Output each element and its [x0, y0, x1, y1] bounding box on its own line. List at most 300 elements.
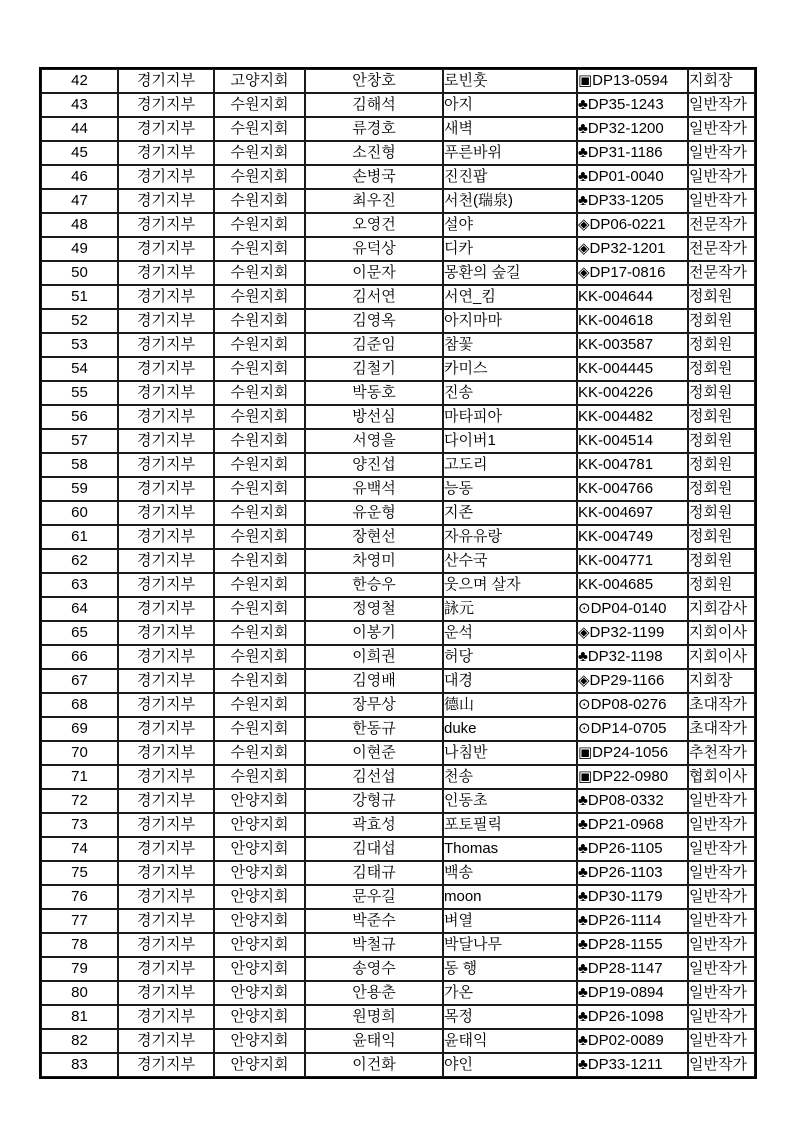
cell-branch: 경기지부 [118, 453, 214, 477]
cell-pen_name: 카미스 [443, 357, 577, 381]
cell-chapter: 수원지회 [214, 333, 305, 357]
cell-branch: 경기지부 [118, 789, 214, 813]
cell-branch: 경기지부 [118, 405, 214, 429]
cell-member_code: ♣DP19-0894 [577, 981, 688, 1005]
cell-grade: 일반작가 [688, 813, 755, 837]
cell-pen_name: 허당 [443, 645, 577, 669]
table-row [41, 837, 755, 861]
cell-no: 73 [41, 813, 118, 837]
cell-name: 윤태익 [305, 1029, 443, 1053]
table-row [41, 453, 755, 477]
cell-no: 43 [41, 93, 118, 117]
cell-branch: 경기지부 [118, 261, 214, 285]
cell-member_code: KK-004482 [577, 405, 688, 429]
cell-chapter: 수원지회 [214, 405, 305, 429]
cell-grade: 일반작가 [688, 981, 755, 1005]
cell-member_code: ♣DP08-0332 [577, 789, 688, 813]
cell-member_code: ⊙DP04-0140 [577, 597, 688, 621]
cell-chapter: 수원지회 [214, 645, 305, 669]
cell-member_code: KK-004749 [577, 525, 688, 549]
cell-member_code: ♣DP02-0089 [577, 1029, 688, 1053]
table-row [41, 189, 755, 213]
cell-no: 51 [41, 285, 118, 309]
cell-member_code: ▣DP22-0980 [577, 765, 688, 789]
table-row [41, 1005, 755, 1029]
cell-no: 79 [41, 957, 118, 981]
cell-grade: 정회원 [688, 357, 755, 381]
table-row [41, 693, 755, 717]
cell-chapter: 안양지회 [214, 789, 305, 813]
cell-grade: 정회원 [688, 477, 755, 501]
cell-chapter: 안양지회 [214, 933, 305, 957]
cell-chapter: 안양지회 [214, 861, 305, 885]
cell-branch: 경기지부 [118, 885, 214, 909]
cell-pen_name: 서천(瑞泉) [443, 189, 577, 213]
cell-member_code: ♣DP21-0968 [577, 813, 688, 837]
cell-no: 80 [41, 981, 118, 1005]
cell-name: 강형규 [305, 789, 443, 813]
cell-branch: 경기지부 [118, 837, 214, 861]
cell-no: 56 [41, 405, 118, 429]
table-row [41, 741, 755, 765]
cell-name: 박철규 [305, 933, 443, 957]
cell-grade: 전문작가 [688, 237, 755, 261]
cell-branch: 경기지부 [118, 933, 214, 957]
cell-grade: 추천작가 [688, 741, 755, 765]
cell-no: 45 [41, 141, 118, 165]
cell-grade: 전문작가 [688, 261, 755, 285]
cell-branch: 경기지부 [118, 693, 214, 717]
cell-chapter: 수원지회 [214, 309, 305, 333]
cell-grade: 정회원 [688, 429, 755, 453]
cell-chapter: 안양지회 [214, 837, 305, 861]
cell-name: 원명희 [305, 1005, 443, 1029]
cell-member_code: ♣DP32-1200 [577, 117, 688, 141]
cell-no: 62 [41, 549, 118, 573]
cell-no: 44 [41, 117, 118, 141]
cell-member_code: ◈DP32-1201 [577, 237, 688, 261]
cell-no: 46 [41, 165, 118, 189]
cell-no: 70 [41, 741, 118, 765]
cell-member_code: ♣DP01-0040 [577, 165, 688, 189]
cell-chapter: 수원지회 [214, 357, 305, 381]
cell-chapter: 수원지회 [214, 261, 305, 285]
cell-no: 42 [41, 69, 118, 93]
table-row [41, 477, 755, 501]
cell-no: 57 [41, 429, 118, 453]
table-row [41, 69, 755, 93]
cell-no: 55 [41, 381, 118, 405]
cell-chapter: 안양지회 [214, 885, 305, 909]
cell-grade: 정회원 [688, 285, 755, 309]
cell-grade: 일반작가 [688, 933, 755, 957]
cell-pen_name: 고도리 [443, 453, 577, 477]
cell-name: 이건화 [305, 1053, 443, 1077]
cell-name: 유덕상 [305, 237, 443, 261]
table-row [41, 309, 755, 333]
cell-chapter: 수원지회 [214, 573, 305, 597]
cell-branch: 경기지부 [118, 1029, 214, 1053]
cell-member_code: KK-004766 [577, 477, 688, 501]
cell-chapter: 수원지회 [214, 285, 305, 309]
cell-branch: 경기지부 [118, 333, 214, 357]
cell-chapter: 수원지회 [214, 765, 305, 789]
cell-branch: 경기지부 [118, 957, 214, 981]
cell-grade: 지회이사 [688, 645, 755, 669]
cell-name: 곽효성 [305, 813, 443, 837]
cell-pen_name: duke [443, 717, 577, 741]
cell-member_code: ♣DP30-1179 [577, 885, 688, 909]
cell-name: 김선섭 [305, 765, 443, 789]
cell-pen_name: 나침반 [443, 741, 577, 765]
cell-name: 이희권 [305, 645, 443, 669]
table-row [41, 285, 755, 309]
cell-member_code: ♣DP26-1098 [577, 1005, 688, 1029]
cell-chapter: 수원지회 [214, 453, 305, 477]
cell-member_code: ♣DP33-1205 [577, 189, 688, 213]
table-row [41, 549, 755, 573]
cell-pen_name: 디카 [443, 237, 577, 261]
cell-branch: 경기지부 [118, 597, 214, 621]
table-row [41, 933, 755, 957]
cell-branch: 경기지부 [118, 213, 214, 237]
table-row [41, 789, 755, 813]
cell-name: 차영미 [305, 549, 443, 573]
cell-name: 박준수 [305, 909, 443, 933]
cell-name: 이문자 [305, 261, 443, 285]
cell-grade: 지회이사 [688, 621, 755, 645]
cell-chapter: 수원지회 [214, 141, 305, 165]
cell-grade: 초대작가 [688, 693, 755, 717]
cell-member_code: ▣DP24-1056 [577, 741, 688, 765]
table-row [41, 813, 755, 837]
cell-grade: 일반작가 [688, 861, 755, 885]
table-row [41, 621, 755, 645]
table-row [41, 501, 755, 525]
table-row [41, 861, 755, 885]
cell-name: 장무상 [305, 693, 443, 717]
cell-grade: 지회장 [688, 69, 755, 93]
cell-no: 49 [41, 237, 118, 261]
cell-no: 78 [41, 933, 118, 957]
cell-pen_name: 능동 [443, 477, 577, 501]
cell-name: 김태규 [305, 861, 443, 885]
cell-member_code: KK-004445 [577, 357, 688, 381]
table-row [41, 669, 755, 693]
cell-grade: 일반작가 [688, 117, 755, 141]
cell-no: 47 [41, 189, 118, 213]
cell-pen_name: 웃으며 살자 [443, 573, 577, 597]
cell-chapter: 수원지회 [214, 213, 305, 237]
cell-chapter: 수원지회 [214, 501, 305, 525]
cell-member_code: ◈DP06-0221 [577, 213, 688, 237]
cell-name: 최우진 [305, 189, 443, 213]
cell-pen_name: 야인 [443, 1053, 577, 1077]
cell-pen_name: 백송 [443, 861, 577, 885]
cell-pen_name: 지존 [443, 501, 577, 525]
cell-chapter: 안양지회 [214, 981, 305, 1005]
cell-chapter: 수원지회 [214, 549, 305, 573]
cell-pen_name: 동 행 [443, 957, 577, 981]
cell-grade: 지회감사 [688, 597, 755, 621]
cell-no: 48 [41, 213, 118, 237]
cell-no: 60 [41, 501, 118, 525]
member-roster-table [39, 67, 757, 1079]
cell-no: 58 [41, 453, 118, 477]
member-roster-body [41, 69, 755, 1077]
cell-chapter: 안양지회 [214, 813, 305, 837]
cell-branch: 경기지부 [118, 717, 214, 741]
cell-pen_name: 인동초 [443, 789, 577, 813]
cell-branch: 경기지부 [118, 189, 214, 213]
cell-branch: 경기지부 [118, 501, 214, 525]
cell-name: 유운형 [305, 501, 443, 525]
table-row [41, 573, 755, 597]
cell-grade: 정회원 [688, 501, 755, 525]
cell-branch: 경기지부 [118, 525, 214, 549]
cell-pen_name: 자유유랑 [443, 525, 577, 549]
cell-no: 76 [41, 885, 118, 909]
cell-branch: 경기지부 [118, 549, 214, 573]
cell-member_code: KK-004771 [577, 549, 688, 573]
cell-no: 83 [41, 1053, 118, 1077]
cell-name: 김서연 [305, 285, 443, 309]
cell-member_code: KK-003587 [577, 333, 688, 357]
cell-name: 이현준 [305, 741, 443, 765]
cell-branch: 경기지부 [118, 477, 214, 501]
cell-grade: 일반작가 [688, 141, 755, 165]
cell-grade: 일반작가 [688, 909, 755, 933]
cell-chapter: 수원지회 [214, 525, 305, 549]
cell-pen_name: 로빈훗 [443, 69, 577, 93]
cell-pen_name: 진진팝 [443, 165, 577, 189]
cell-pen_name: 설야 [443, 213, 577, 237]
cell-chapter: 수원지회 [214, 165, 305, 189]
cell-grade: 일반작가 [688, 837, 755, 861]
cell-grade: 정회원 [688, 405, 755, 429]
cell-no: 52 [41, 309, 118, 333]
cell-branch: 경기지부 [118, 165, 214, 189]
cell-grade: 일반작가 [688, 1029, 755, 1053]
table-row [41, 333, 755, 357]
cell-pen_name: 박달나무 [443, 933, 577, 957]
cell-no: 81 [41, 1005, 118, 1029]
table-row [41, 429, 755, 453]
cell-grade: 일반작가 [688, 885, 755, 909]
cell-member_code: KK-004618 [577, 309, 688, 333]
cell-chapter: 수원지회 [214, 669, 305, 693]
table-row [41, 93, 755, 117]
cell-member_code: ♣DP32-1198 [577, 645, 688, 669]
cell-chapter: 수원지회 [214, 117, 305, 141]
cell-name: 장현선 [305, 525, 443, 549]
cell-no: 75 [41, 861, 118, 885]
cell-no: 64 [41, 597, 118, 621]
table-row [41, 765, 755, 789]
cell-member_code: KK-004685 [577, 573, 688, 597]
cell-name: 박동호 [305, 381, 443, 405]
cell-name: 유백석 [305, 477, 443, 501]
cell-member_code: ▣DP13-0594 [577, 69, 688, 93]
cell-branch: 경기지부 [118, 285, 214, 309]
cell-name: 오영건 [305, 213, 443, 237]
cell-no: 69 [41, 717, 118, 741]
cell-branch: 경기지부 [118, 861, 214, 885]
cell-branch: 경기지부 [118, 117, 214, 141]
table-row [41, 645, 755, 669]
cell-branch: 경기지부 [118, 981, 214, 1005]
cell-member_code: KK-004697 [577, 501, 688, 525]
cell-member_code: ◈DP32-1199 [577, 621, 688, 645]
table-row [41, 237, 755, 261]
cell-member_code: ♣DP26-1114 [577, 909, 688, 933]
cell-member_code: ⊙DP14-0705 [577, 717, 688, 741]
cell-grade: 정회원 [688, 381, 755, 405]
cell-pen_name: 푸른바위 [443, 141, 577, 165]
cell-branch: 경기지부 [118, 429, 214, 453]
cell-pen_name: 아지마마 [443, 309, 577, 333]
cell-chapter: 수원지회 [214, 717, 305, 741]
table-row [41, 597, 755, 621]
cell-name: 김대섭 [305, 837, 443, 861]
cell-no: 82 [41, 1029, 118, 1053]
cell-chapter: 수원지회 [214, 429, 305, 453]
cell-chapter: 수원지회 [214, 741, 305, 765]
cell-pen_name: 운석 [443, 621, 577, 645]
cell-member_code: KK-004514 [577, 429, 688, 453]
cell-member_code: ♣DP28-1155 [577, 933, 688, 957]
cell-name: 정영철 [305, 597, 443, 621]
table-row [41, 117, 755, 141]
cell-grade: 일반작가 [688, 1005, 755, 1029]
cell-grade: 일반작가 [688, 957, 755, 981]
cell-branch: 경기지부 [118, 237, 214, 261]
cell-branch: 경기지부 [118, 621, 214, 645]
cell-name: 문우길 [305, 885, 443, 909]
cell-no: 53 [41, 333, 118, 357]
cell-name: 송영수 [305, 957, 443, 981]
cell-chapter: 안양지회 [214, 909, 305, 933]
cell-grade: 정회원 [688, 573, 755, 597]
cell-grade: 전문작가 [688, 213, 755, 237]
cell-member_code: KK-004644 [577, 285, 688, 309]
cell-pen_name: 진송 [443, 381, 577, 405]
cell-name: 방선심 [305, 405, 443, 429]
cell-grade: 일반작가 [688, 789, 755, 813]
cell-pen_name: 산수국 [443, 549, 577, 573]
cell-pen_name: 詠元 [443, 597, 577, 621]
cell-branch: 경기지부 [118, 669, 214, 693]
cell-no: 61 [41, 525, 118, 549]
cell-grade: 정회원 [688, 333, 755, 357]
cell-pen_name: 천송 [443, 765, 577, 789]
cell-grade: 일반작가 [688, 93, 755, 117]
table-row [41, 885, 755, 909]
cell-name: 서영을 [305, 429, 443, 453]
cell-branch: 경기지부 [118, 573, 214, 597]
table-row [41, 381, 755, 405]
cell-name: 안용춘 [305, 981, 443, 1005]
cell-pen_name: moon [443, 885, 577, 909]
cell-member_code: ◈DP17-0816 [577, 261, 688, 285]
cell-no: 54 [41, 357, 118, 381]
cell-chapter: 수원지회 [214, 237, 305, 261]
cell-pen_name: Thomas [443, 837, 577, 861]
cell-chapter: 수원지회 [214, 189, 305, 213]
cell-chapter: 수원지회 [214, 621, 305, 645]
cell-member_code: ♣DP26-1105 [577, 837, 688, 861]
cell-branch: 경기지부 [118, 69, 214, 93]
table-row [41, 981, 755, 1005]
table-row [41, 165, 755, 189]
cell-name: 손병국 [305, 165, 443, 189]
cell-grade: 협회이사 [688, 765, 755, 789]
table-row [41, 213, 755, 237]
cell-branch: 경기지부 [118, 1053, 214, 1077]
cell-chapter: 안양지회 [214, 1029, 305, 1053]
cell-chapter: 안양지회 [214, 1053, 305, 1077]
table-row [41, 357, 755, 381]
cell-pen_name: 벼열 [443, 909, 577, 933]
cell-grade: 일반작가 [688, 1053, 755, 1077]
cell-branch: 경기지부 [118, 813, 214, 837]
cell-branch: 경기지부 [118, 645, 214, 669]
cell-grade: 일반작가 [688, 165, 755, 189]
cell-name: 김영배 [305, 669, 443, 693]
cell-chapter: 수원지회 [214, 381, 305, 405]
cell-branch: 경기지부 [118, 141, 214, 165]
cell-pen_name: 대경 [443, 669, 577, 693]
table-row [41, 717, 755, 741]
cell-no: 59 [41, 477, 118, 501]
cell-chapter: 수원지회 [214, 93, 305, 117]
cell-pen_name: 다이버1 [443, 429, 577, 453]
cell-branch: 경기지부 [118, 357, 214, 381]
cell-name: 김철기 [305, 357, 443, 381]
cell-chapter: 안양지회 [214, 1005, 305, 1029]
cell-branch: 경기지부 [118, 909, 214, 933]
cell-no: 65 [41, 621, 118, 645]
cell-pen_name: 몽환의 숲길 [443, 261, 577, 285]
cell-pen_name: 윤태익 [443, 1029, 577, 1053]
cell-grade: 정회원 [688, 525, 755, 549]
cell-name: 이봉기 [305, 621, 443, 645]
cell-grade: 정회원 [688, 309, 755, 333]
cell-branch: 경기지부 [118, 93, 214, 117]
cell-pen_name: 아지 [443, 93, 577, 117]
cell-chapter: 수원지회 [214, 597, 305, 621]
cell-no: 71 [41, 765, 118, 789]
cell-no: 66 [41, 645, 118, 669]
cell-pen_name: 목정 [443, 1005, 577, 1029]
cell-pen_name: 새벽 [443, 117, 577, 141]
table-row [41, 1053, 755, 1077]
cell-name: 류경호 [305, 117, 443, 141]
cell-member_code: ♣DP35-1243 [577, 93, 688, 117]
cell-no: 77 [41, 909, 118, 933]
cell-member_code: ⊙DP08-0276 [577, 693, 688, 717]
table-row [41, 141, 755, 165]
cell-no: 67 [41, 669, 118, 693]
cell-grade: 정회원 [688, 453, 755, 477]
cell-pen_name: 가온 [443, 981, 577, 1005]
cell-grade: 일반작가 [688, 189, 755, 213]
cell-pen_name: 德山 [443, 693, 577, 717]
cell-branch: 경기지부 [118, 381, 214, 405]
cell-chapter: 수원지회 [214, 477, 305, 501]
cell-pen_name: 포토필릭 [443, 813, 577, 837]
cell-grade: 초대작가 [688, 717, 755, 741]
